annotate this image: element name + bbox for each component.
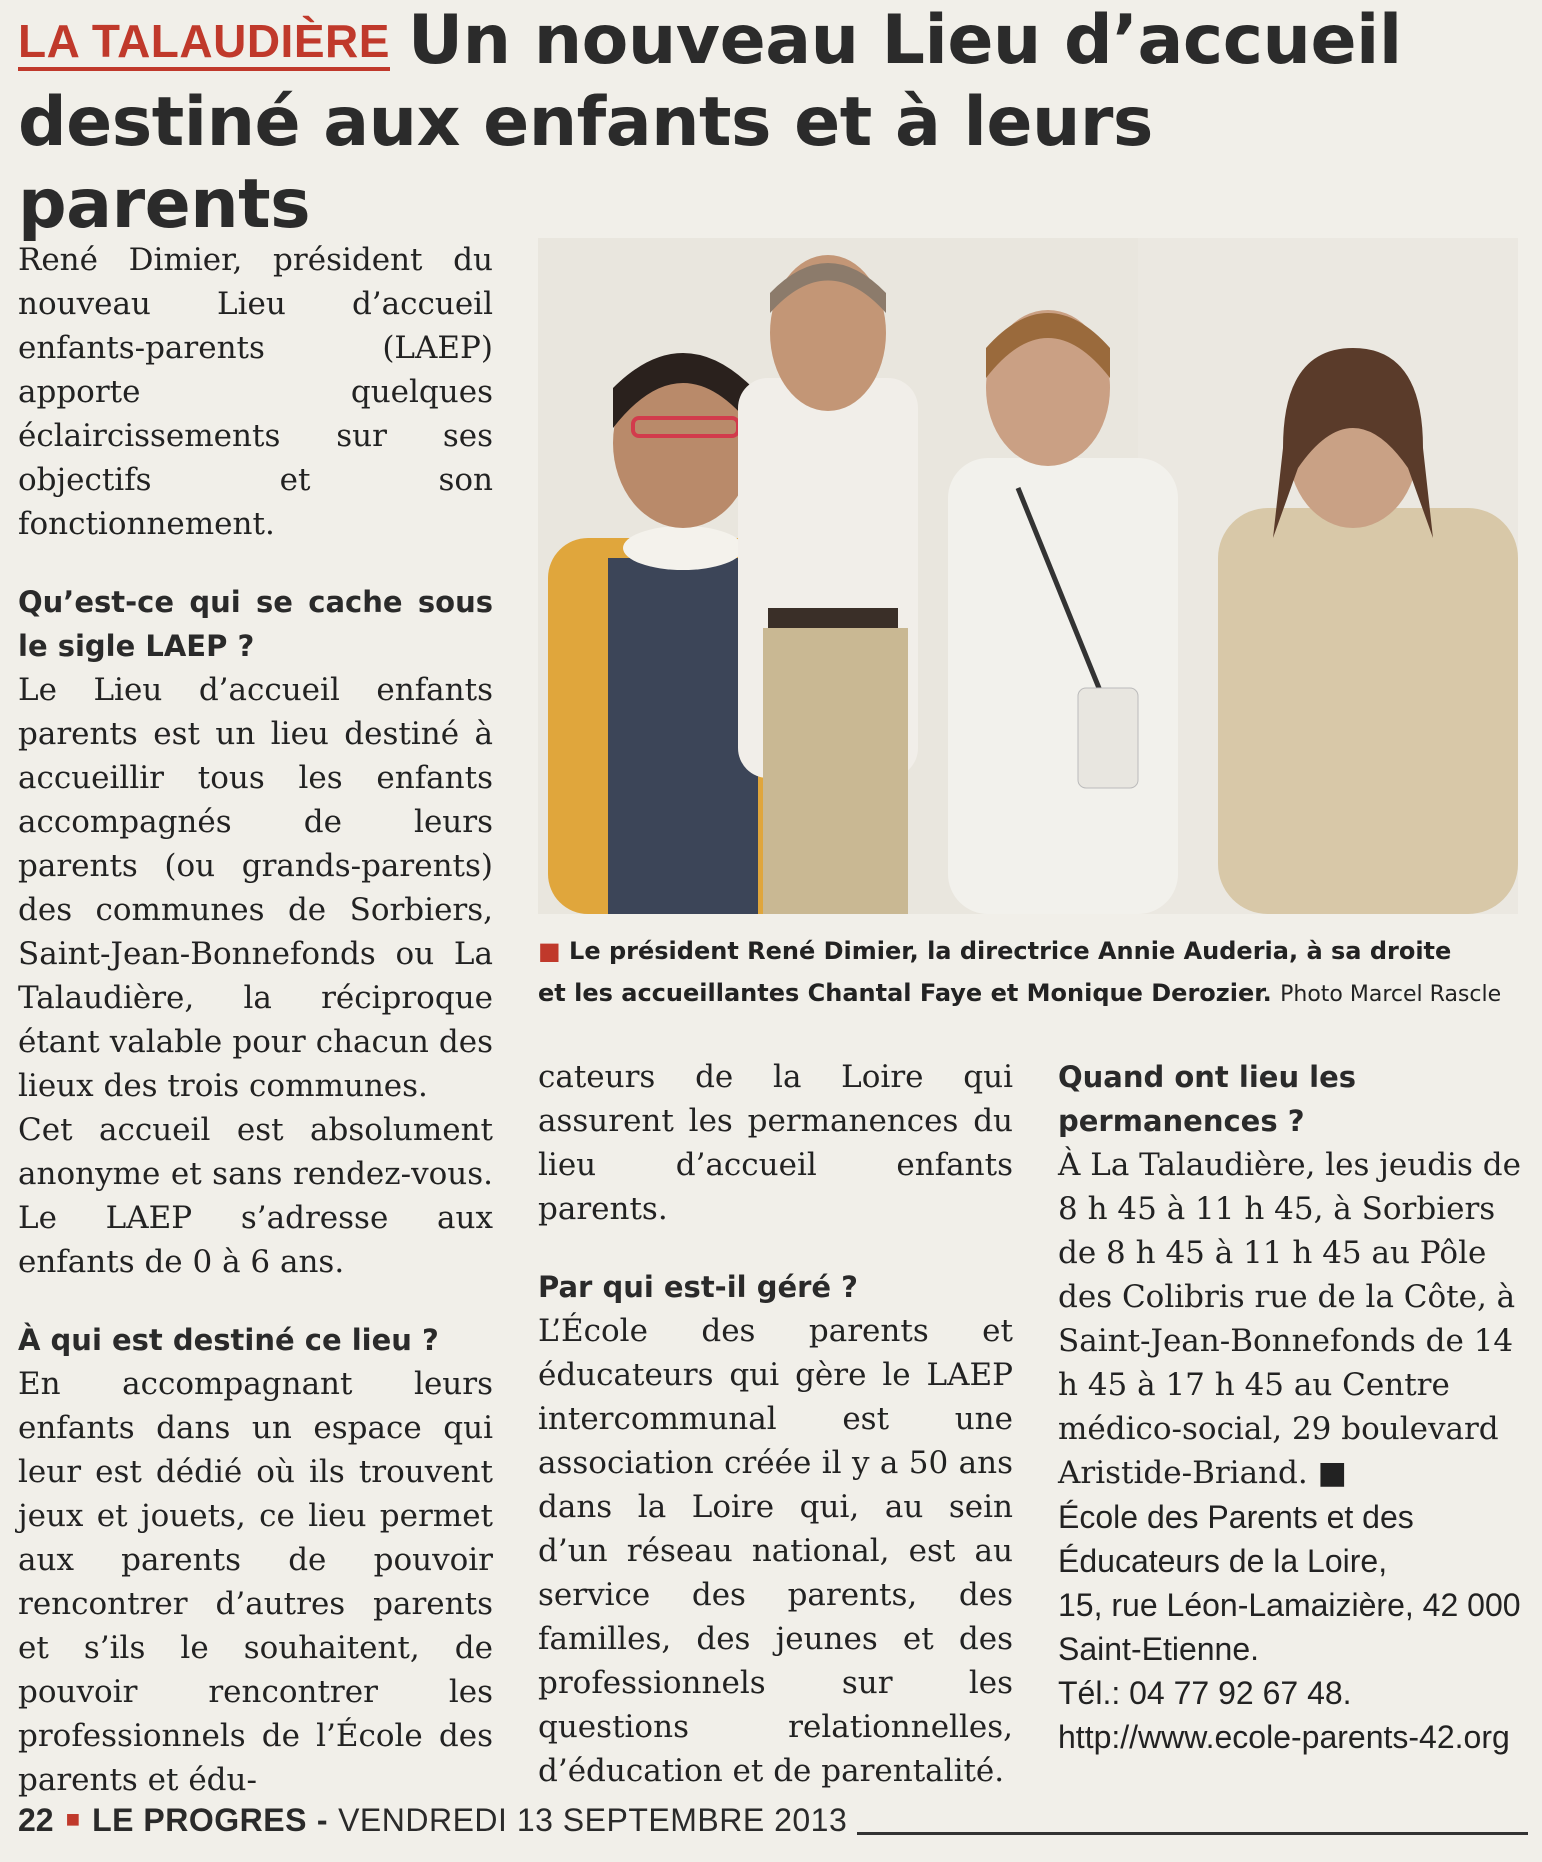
contact-website-link[interactable]: http://www.ecole-parents-42.org <box>1058 1719 1510 1755</box>
group-photo-illustration <box>538 238 1518 914</box>
question-target-audience: À qui est destiné ce lieu ? <box>18 1323 439 1357</box>
answer-target-audience-part1: En accompagnant leurs enfants dans un espace qui leur est dédié où ils trouvent jeux et jouets, ce lieu permet aux parents de pouvoir rencontrer d’autres parents et s’ils le souhaitent, de pouvoir rencontrer les professionnels de l’École des parents et édu- <box>18 1366 493 1798</box>
newspaper-name: LE PROGRES <box>92 1802 307 1838</box>
answer-laep-acronym-p2: Cet accueil est absolument anonyme et sans rendez-vous. Le LAEP s’adresse aux enfants de 0 à 6 ans. <box>18 1112 493 1280</box>
caption-line-2: et les accueillantes Chantal Faye et Monique Derozier. <box>538 979 1272 1007</box>
footer-separator: - <box>316 1802 329 1838</box>
question-laep-acronym: Qu’est-ce qui se cache sous le sigle LAEP ? <box>18 585 493 663</box>
contact-phone: Tél.: 04 77 92 67 48. <box>1058 1675 1352 1711</box>
page-footer <box>18 1795 1528 1845</box>
caption-marker: ■ <box>538 937 561 965</box>
article-column-1 <box>18 238 493 1802</box>
article-photo <box>538 238 1518 914</box>
footer-marker: ■ <box>65 1806 81 1833</box>
headline <box>18 0 1428 246</box>
answer-schedule <box>1058 1143 1528 1495</box>
article-column-3 <box>1058 1055 1528 1759</box>
question-management: Par qui est-il géré ? <box>538 1270 859 1304</box>
intro-paragraph: René Dimier, président du nouveau Lieu d’accueil enfants-parents (LAEP) apporte quelques éclaircissements sur ses objectifs et son fonctionnement. <box>18 242 493 542</box>
photo-caption <box>538 930 1528 1016</box>
answer-schedule-text: À La Talaudière, les jeudis de 8 h 45 à 11 h 45, à Sorbiers de 8 h 45 à 11 h 45 au Pôle des Colibris rue de la Côte, à Saint-Jean-Bonnefonds de 14 h 45 à 17 h 45 au Centre médico-social, 29 boulevard Aristide-Briand. <box>1058 1147 1521 1491</box>
contact-address: 15, rue Léon-Lamaizière, 42 000 Saint-Etienne. <box>1058 1587 1521 1667</box>
contact-organization: École des Parents et des Éducateurs de la Loire, <box>1058 1499 1414 1579</box>
headline-line-1: Un nouveau Lieu d’accueil <box>407 1 1402 80</box>
publication-date: VENDREDI 13 SEPTEMBRE 2013 <box>338 1802 848 1838</box>
answer-laep-acronym-p1: Le Lieu d’accueil enfants parents est un lieu destiné à accueillir tous les enfants accompagnés de leurs parents (ou grands-parents) des communes de Sorbiers, Saint-Jean-Bonnefonds ou La Talaudière, la réciproque étant valable pour chacun des lieux des trois communes. <box>18 672 493 1104</box>
article-header <box>18 0 1428 246</box>
article-column-2 <box>538 1055 1013 1793</box>
page-number: 22 <box>18 1802 54 1838</box>
answer-management: L’École des parents et éducateurs qui gère le LAEP intercommunal est une association créée il y a 50 ans dans la Loire qui, au sein d’un réseau national, est au service des parents, des familles, des jeunes et des professionnels sur les questions relationnelles, d’éducation et de parentalité. <box>538 1313 1013 1789</box>
end-of-article-mark: ■ <box>1317 1455 1347 1491</box>
footer-rule <box>857 1806 1528 1835</box>
answer-target-audience-part2: cateurs de la Loire qui assurent les permanences du lieu d’accueil enfants parents. <box>538 1059 1013 1227</box>
contact-block <box>1058 1495 1528 1759</box>
photo-credit: Photo Marcel Rascle <box>1280 982 1502 1007</box>
kicker-location: LA TALAUDIÈRE <box>18 15 390 71</box>
caption-line-1: Le président René Dimier, la directrice Annie Auderia, à sa droite <box>569 937 1452 965</box>
headline-line-2: destiné aux enfants et à leurs parents <box>18 83 1153 244</box>
question-schedule: Quand ont lieu les permanences ? <box>1058 1060 1357 1138</box>
